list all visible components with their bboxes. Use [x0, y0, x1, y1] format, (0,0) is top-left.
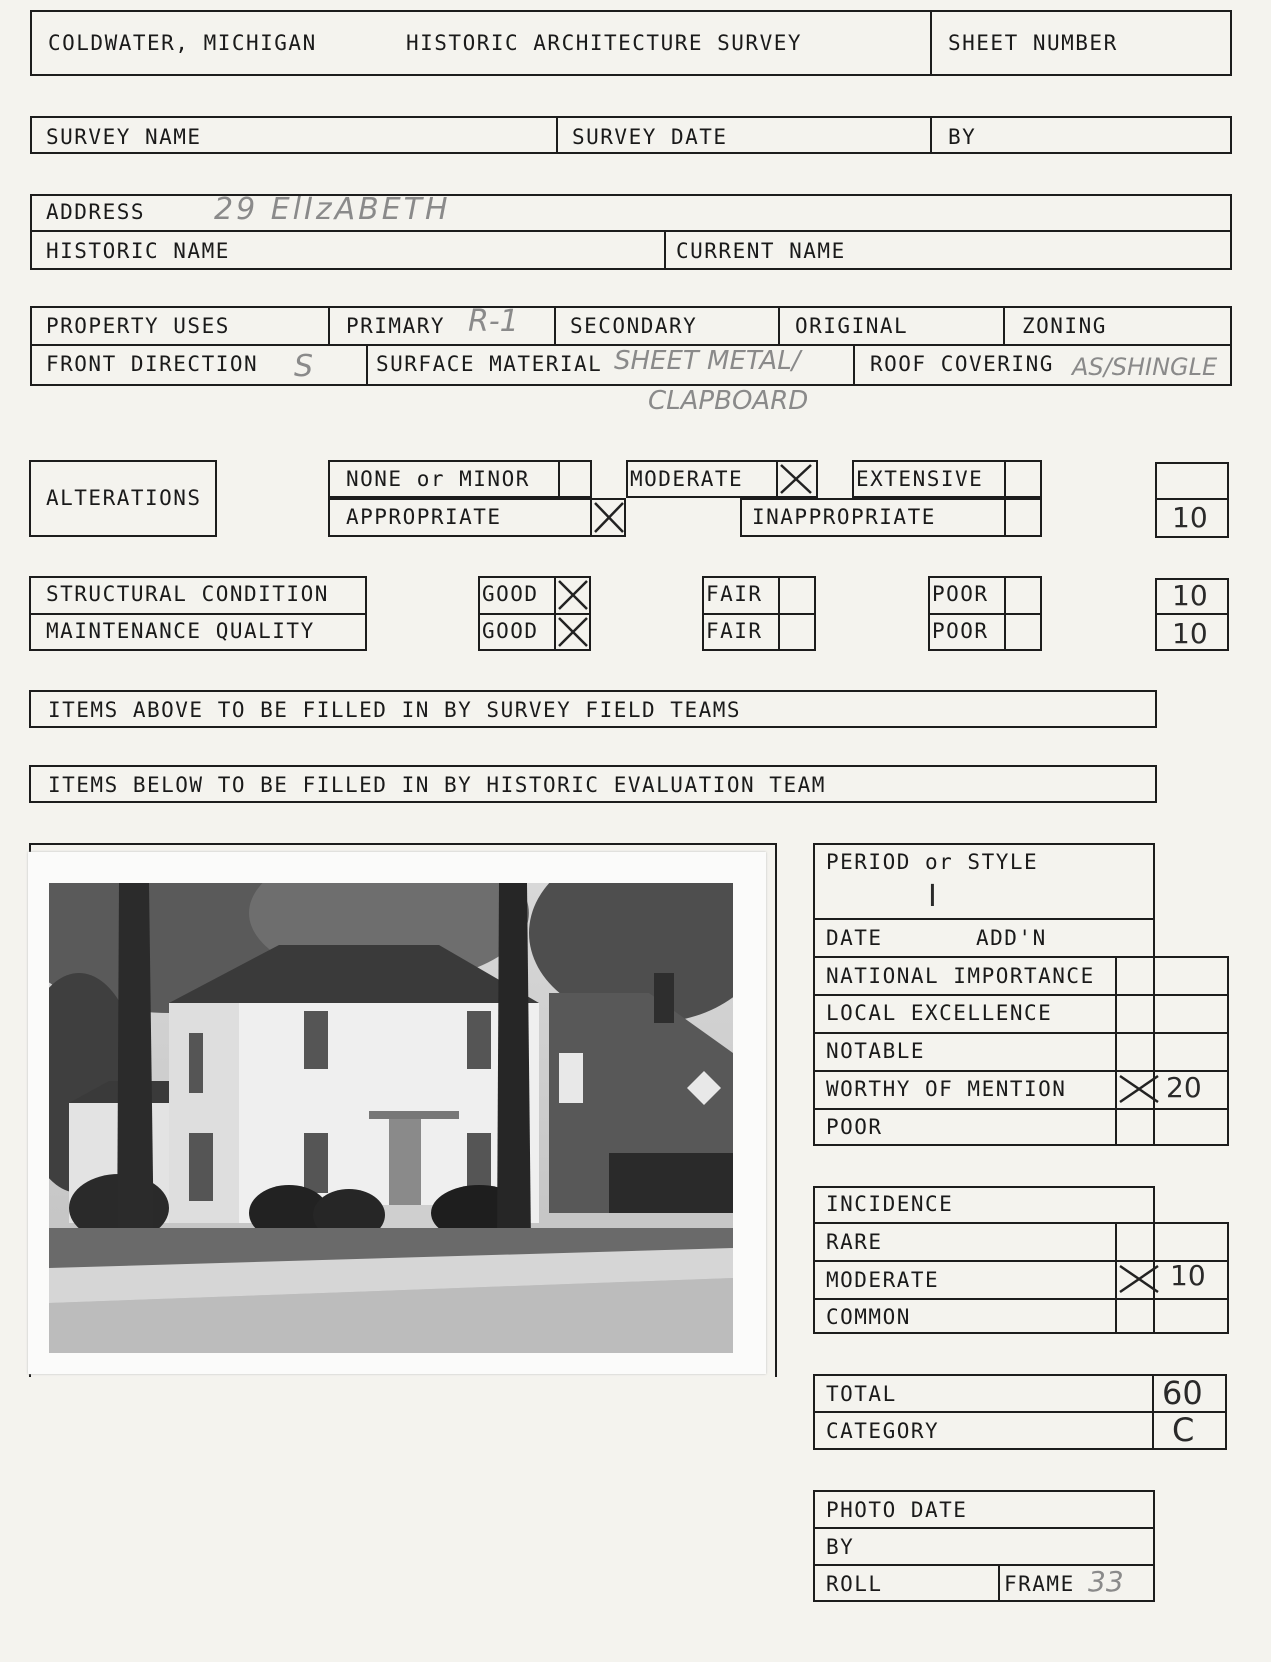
- house-photo: [49, 883, 733, 1353]
- fair-divider: [702, 613, 816, 615]
- primary-label: PRIMARY: [346, 314, 446, 338]
- moderate-label: MODERATE: [630, 467, 744, 491]
- front-direction-label: FRONT DIRECTION: [46, 352, 259, 376]
- survey-divider-2: [930, 116, 932, 154]
- local-excellence-label: LOCAL EXCELLENCE: [826, 1001, 1053, 1025]
- total-value: 60: [1162, 1374, 1203, 1412]
- score-column: [1115, 956, 1229, 1146]
- frame-value: 33: [1088, 1565, 1124, 1598]
- date-label: DATE: [826, 926, 883, 950]
- primary-value: R-1: [468, 304, 519, 339]
- incidence-divider-1: [813, 1222, 1229, 1224]
- appropriate-x-mark: [592, 500, 626, 535]
- condition-score-divider: [1155, 613, 1229, 615]
- national-importance-label: NATIONAL IMPORTANCE: [826, 964, 1095, 988]
- incidence-moderate-label: MODERATE: [826, 1268, 940, 1292]
- total-label: TOTAL: [826, 1382, 897, 1406]
- none-minor-check-divider: [558, 460, 560, 498]
- worthy-score: 20: [1166, 1071, 1202, 1104]
- property-col-5: [366, 344, 368, 386]
- category-label: CATEGORY: [826, 1419, 940, 1443]
- note-above: ITEMS ABOVE TO BE FILLED IN BY SURVEY FIELD TEAMS: [48, 698, 742, 722]
- structural-good-x-mark: [556, 578, 590, 612]
- incidence-label: INCIDENCE: [826, 1192, 954, 1216]
- eval-divider-3: [813, 994, 1229, 996]
- surface-material-label: SURFACE MATERIAL: [376, 352, 603, 376]
- inappropriate-check-divider: [1004, 498, 1006, 537]
- maintenance-good-x-mark: [556, 615, 590, 649]
- eval-divider-4: [813, 1032, 1229, 1034]
- notable-label: NOTABLE: [826, 1039, 926, 1063]
- current-name-label: CURRENT NAME: [676, 239, 846, 263]
- eval-divider-6: [813, 1108, 1229, 1110]
- incidence-moderate-x-mark: [1116, 1262, 1162, 1296]
- surface-material-value-1: SHEET METAL/: [614, 346, 801, 376]
- poor-check-divider: [1004, 576, 1006, 651]
- worthy-x-mark: [1116, 1072, 1162, 1106]
- roll-label: ROLL: [826, 1572, 883, 1596]
- alterations-score-divider: [1155, 498, 1229, 500]
- structural-poor-label: POOR: [932, 582, 989, 606]
- moderate-x-mark: [778, 462, 814, 496]
- extensive-check-divider: [1004, 460, 1006, 498]
- roof-covering-value: AS/SHINGLE: [1072, 353, 1218, 381]
- none-minor-label: NONE or MINOR: [346, 467, 530, 491]
- incidence-divider-3: [813, 1298, 1229, 1300]
- eval-divider-2: [813, 956, 1229, 958]
- appropriate-label: APPROPRIATE: [346, 505, 502, 529]
- property-col-2: [554, 306, 556, 344]
- property-col-4: [1003, 306, 1005, 344]
- incidence-divider-2: [813, 1260, 1229, 1262]
- maintenance-score: 10: [1172, 617, 1208, 650]
- frame-label: FRAME: [1004, 1572, 1075, 1596]
- secondary-label: SECONDARY: [570, 314, 698, 338]
- roll-frame-divider: [998, 1564, 1000, 1602]
- incidence-score: 10: [1170, 1259, 1206, 1292]
- category-value: C: [1172, 1411, 1195, 1449]
- front-direction-value: S: [294, 349, 314, 384]
- poor-divider: [928, 613, 1042, 615]
- note-below: ITEMS BELOW TO BE FILLED IN BY HISTORIC EVALUATION TEAM: [48, 773, 826, 797]
- inappropriate-label: INAPPROPRIATE: [752, 505, 936, 529]
- structural-fair-label: FAIR: [706, 582, 763, 606]
- structural-condition-label: STRUCTURAL CONDITION: [46, 582, 329, 606]
- photo-date-label: PHOTO DATE: [826, 1498, 968, 1522]
- survey-date-label: SURVEY DATE: [572, 125, 728, 149]
- sheet-number-label: SHEET NUMBER: [948, 31, 1118, 55]
- survey-name-label: SURVEY NAME: [46, 125, 202, 149]
- structural-score: 10: [1172, 579, 1208, 612]
- survey-divider-1: [556, 116, 558, 154]
- survey-by-label: BY: [948, 125, 977, 149]
- extensive-label: EXTENSIVE: [856, 467, 984, 491]
- condition-label-divider: [29, 613, 367, 615]
- address-divider: [30, 230, 1232, 232]
- city-label: COLDWATER, MICHIGAN: [48, 31, 317, 55]
- period-style-label: PERIOD or STYLE: [826, 850, 1039, 874]
- maintenance-fair-label: FAIR: [706, 619, 763, 643]
- alterations-score: 10: [1172, 501, 1208, 534]
- header-divider: [930, 10, 932, 76]
- property-col-3: [778, 306, 780, 344]
- survey-title: HISTORIC ARCHITECTURE SURVEY: [406, 31, 803, 55]
- address-value: 29 ElIzABETH: [214, 192, 451, 227]
- eval-divider-1: [813, 918, 1155, 920]
- original-label: ORIGINAL: [795, 314, 909, 338]
- name-divider: [664, 230, 666, 270]
- photo-info-divider-1: [813, 1527, 1155, 1529]
- surface-material-value-2: CLAPBOARD: [648, 386, 809, 416]
- historic-name-label: HISTORIC NAME: [46, 239, 230, 263]
- roof-covering-label: ROOF COVERING: [870, 352, 1054, 376]
- property-col-6: [853, 344, 855, 386]
- maintenance-good-label: GOOD: [482, 619, 539, 643]
- photo-by-label: BY: [826, 1535, 855, 1559]
- period-style-value: I: [928, 879, 937, 914]
- property-uses-label: PROPERTY USES: [46, 314, 230, 338]
- structural-good-label: GOOD: [482, 582, 539, 606]
- address-label: ADDRESS: [46, 200, 146, 224]
- maintenance-quality-label: MAINTENANCE QUALITY: [46, 619, 315, 643]
- alterations-label: ALTERATIONS: [46, 486, 202, 510]
- totals-col: [1152, 1374, 1154, 1450]
- fair-check-divider: [778, 576, 780, 651]
- zoning-label: ZONING: [1022, 314, 1107, 338]
- eval-poor-label: POOR: [826, 1115, 883, 1139]
- common-label: COMMON: [826, 1305, 911, 1329]
- maintenance-poor-label: POOR: [932, 619, 989, 643]
- worthy-of-mention-label: WORTHY OF MENTION: [826, 1077, 1067, 1101]
- addn-label: ADD'N: [976, 926, 1047, 950]
- property-col-1: [328, 306, 330, 344]
- rare-label: RARE: [826, 1230, 883, 1254]
